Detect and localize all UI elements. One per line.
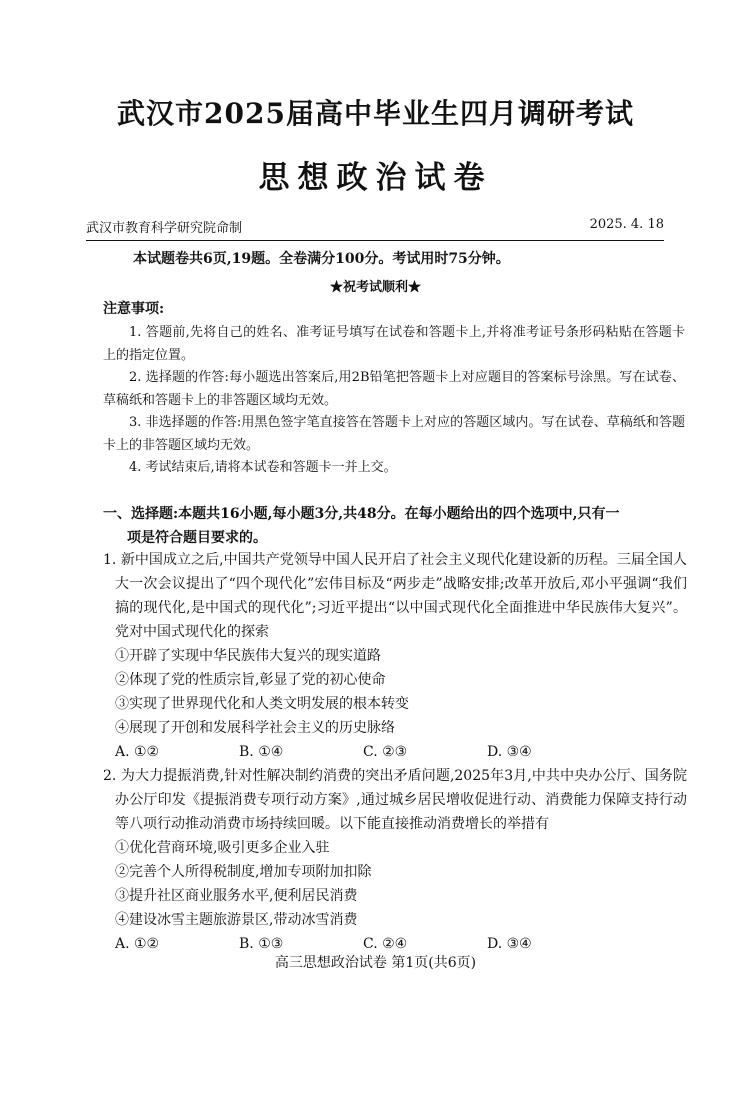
notice-item: 3. 非选择题的作答:用黑色签字笔直接答在答题卡上对应的答题区域内。写在试卷、草稿纸和答题卡上的非答题区域均无效。 [103, 415, 685, 453]
choice-b: B. ①③ [239, 936, 284, 952]
choice-c: C. ②④ [363, 936, 408, 952]
choice-a: A. ①② [115, 744, 160, 760]
choice-a: A. ①② [115, 936, 160, 952]
question-option: ①开辟了实现中华民族伟大复兴的现实道路 [115, 648, 381, 664]
notice-list [103, 322, 685, 480]
exam-info: 本试题卷共6页,19题。全卷满分100分。考试用时75分钟。 [133, 251, 510, 267]
question-1 [103, 548, 687, 764]
subject-title: 思想政治试卷 [258, 160, 493, 196]
choice-b: B. ①④ [239, 744, 284, 760]
page-footer: 高三思想政治试卷 第1页(共6页) [274, 955, 477, 971]
section-line: 项是符合题目要求的。 [127, 530, 267, 546]
section-heading [103, 502, 685, 550]
choice-d: D. ③④ [487, 936, 532, 952]
issuer: 武汉市教育科学研究院命制 [86, 221, 243, 236]
question-2 [103, 764, 687, 956]
header-divider [86, 240, 664, 241]
choice-d: D. ③④ [487, 744, 532, 760]
notice-item: 4. 考试结束后,请将本试卷和答题卡一并上交。 [129, 460, 397, 475]
question-option: ①优化营商环境,吸引更多企业入驻 [115, 840, 330, 856]
good-luck-line: ★祝考试顺利★ [329, 280, 421, 295]
question-option: ③实现了世界现代化和人类文明发展的根本转变 [115, 696, 409, 712]
notice-item: 1. 答题前,先将自己的姓名、准考证号填写在试卷和答题卡上,并将准考证号条形码粘贴在答题卡上的指定位置。 [103, 325, 685, 363]
answer-choices [103, 740, 687, 764]
notice-item: 2. 选择题的作答:每小题选出答案后,用2B铅笔把答题卡上对应题目的答案标号涂黑。写在试卷、草稿纸和答题卡上的非答题区域均无效。 [103, 370, 685, 408]
question-option: ④建设冰雪主题旅游景区,带动冰雪消费 [115, 912, 358, 928]
question-stem: 2. 为大力提振消费,针对性解决制约消费的突出矛盾问题,2025年3月,中共中央办公厅、国务院办公厅印发《提振消费专项行动方案》,通过城乡居民增收促进行动、消费能力保障支持行动等八项行动推动消费市场持续回暖。以下能直接推动消费增长的举措有 [103, 768, 687, 832]
exam-title: 武汉市2025届高中毕业生四月调研考试 [117, 97, 634, 130]
question-option: ③提升社区商业服务水平,便利居民消费 [115, 888, 358, 904]
choice-c: C. ②③ [363, 744, 408, 760]
notice-heading: 注意事项: [103, 301, 165, 317]
section-line: 一、选择题:本题共16小题,每小题3分,共48分。在每小题给出的四个选项中,只有一 [103, 506, 620, 522]
exam-date: 2025. 4. 18 [589, 217, 664, 232]
question-option: ②体现了党的性质宗旨,彰显了党的初心使命 [115, 672, 386, 688]
meta-row [86, 217, 664, 236]
question-option: ②完善个人所得税制度,增加专项附加扣除 [115, 864, 372, 880]
question-option: ④展现了开创和发展科学社会主义的历史脉络 [115, 720, 395, 736]
question-stem: 1. 新中国成立之后,中国共产党领导中国人民开启了社会主义现代化建设新的历程。三届全国人大一次会议提出了“四个现代化”宏伟目标及“两步走”战略安排;改革开放后,邓小平强调“我们搞的现代化,是中国式的现代化”;习近平提出“以中国式现代化全面推进中华民族伟大复兴”。党对中国式现代化的探索 [103, 552, 687, 640]
